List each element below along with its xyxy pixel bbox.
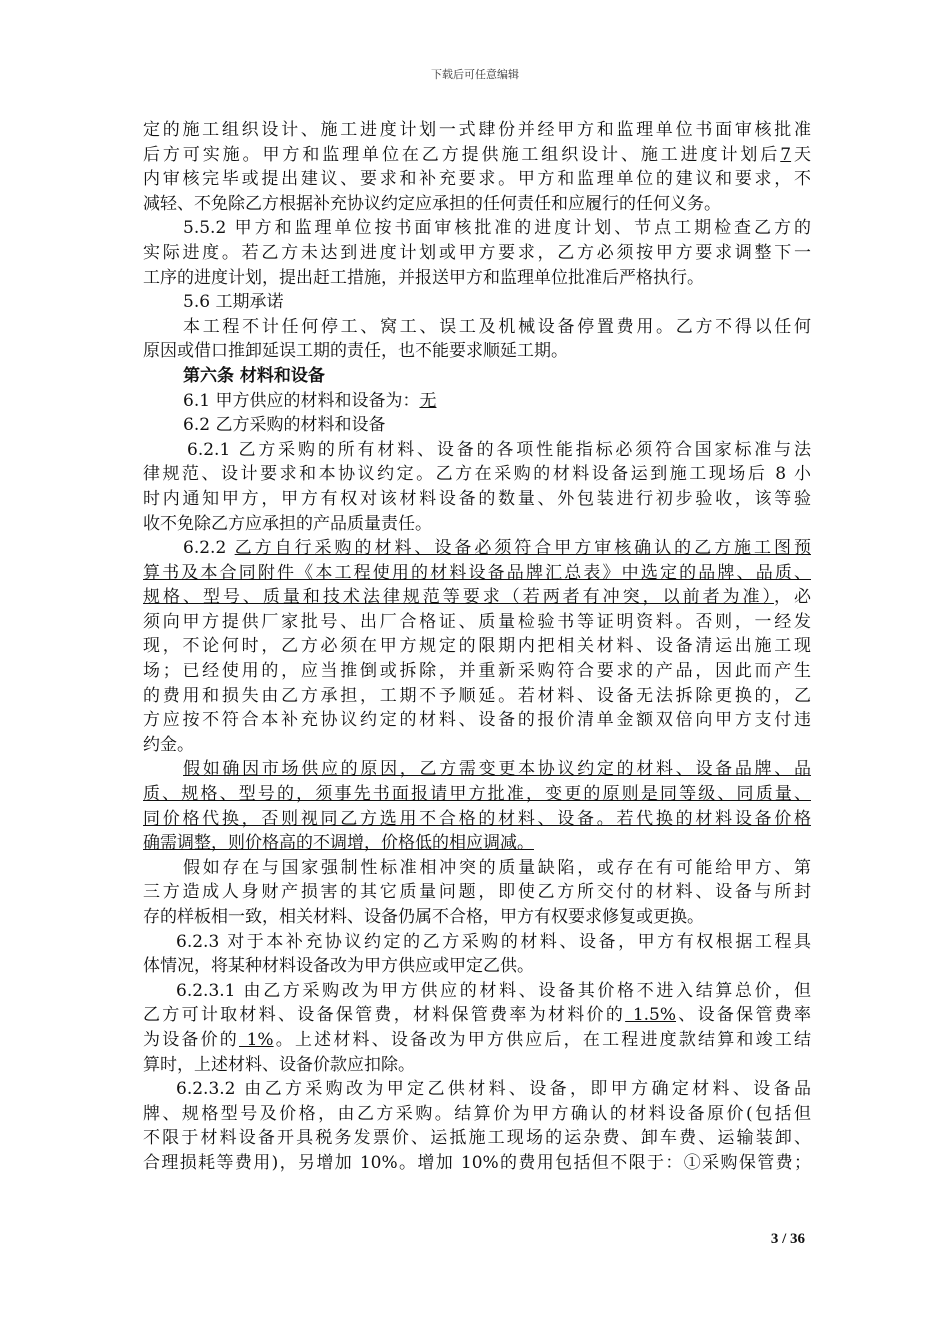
text-segment: 方应按不符合本补充协议约定的材料、设备的报价清单金额双倍向甲方支付违 — [143, 710, 811, 731]
text-segment: 内审核完毕或提出建议、要求和补充要求。甲方和监理单位的建议和要求，不 — [143, 169, 811, 190]
text-segment: 现，不论何时，乙方必须在甲方规定的限期内把相关材料、设备清运出施工现 — [143, 636, 811, 657]
text-segment: 原因或借口推卸延误工期的责任，也不能要求顺延工期。 — [143, 341, 568, 362]
text-segment: 、设备保管费率 — [676, 1005, 812, 1026]
text-segment: 实际进度。若乙方未达到进度计划或甲方要求，乙方必须按甲方要求调整下一 — [143, 242, 811, 263]
text-line — [143, 659, 811, 684]
text-line — [143, 1102, 811, 1127]
text-line — [143, 1003, 811, 1028]
text-line — [143, 1077, 811, 1102]
text-segment: 的费用和损失由乙方承担，工期不予顺延。若材料、设备无法拆除更换的，乙 — [143, 685, 811, 706]
text-segment: 假如确因市场供应的原因，乙方需变更本协议约定的材料、设备品牌、品 — [183, 759, 811, 780]
text-segment: 第六条 材料和设备 — [183, 365, 325, 386]
text-segment: 1% — [238, 1029, 274, 1050]
text-segment: 6.2.3 对于本补充协议约定的乙方采购的材料、设备，甲方有权根据工程具 — [176, 931, 811, 952]
text-line — [143, 684, 811, 709]
text-line — [143, 487, 811, 512]
text-segment: 6.2 乙方采购的材料和设备 — [183, 415, 386, 436]
text-segment: 规格、型号、质量和技术法律规范等要求（若两者有冲突，以前者为准） — [143, 587, 775, 608]
text-line — [143, 389, 811, 414]
text-line — [143, 634, 811, 659]
text-line — [143, 733, 811, 758]
text-segment: 。上述材料、设备改为甲方供应后，在工程进度款结算和竣工结 — [273, 1029, 812, 1050]
text-segment: 天 — [791, 144, 812, 165]
text-line — [143, 1028, 811, 1053]
text-line — [143, 905, 811, 930]
page-number — [771, 1231, 805, 1248]
text-line — [143, 831, 811, 856]
text-segment: 须向甲方提供厂家批号、出厂合格证、质量检验书等证明资料。否则，一经发 — [143, 611, 811, 632]
text-segment: 6.2.3.1 由乙方采购改为甲方供应的材料、设备其价格不进入结算总价，但 — [176, 980, 811, 1001]
text-segment: 6.2.2 — [183, 538, 235, 559]
text-segment: 乙方自行采购的材料、设备必须符合甲方审核确认的乙方施工图预 — [234, 538, 811, 559]
text-line — [143, 610, 811, 635]
text-segment: 约金。 — [143, 734, 194, 755]
text-segment: 收不免除乙方应承担的产品质量责任。 — [143, 513, 432, 534]
text-line — [143, 192, 811, 217]
text-segment: 1.5% — [625, 1005, 677, 1026]
text-segment: 5.6 工期承诺 — [183, 292, 284, 313]
text-segment: 本工程不计任何停工、窝工、误工及机械设备停置费用。乙方不得以任何 — [183, 316, 811, 337]
text-segment: 假如存在与国家强制性标准相冲突的质量缺陷，或存在有可能给甲方、第 — [183, 857, 811, 878]
text-line — [143, 438, 811, 463]
text-line — [143, 782, 811, 807]
text-line — [143, 708, 811, 733]
text-line — [143, 290, 811, 315]
text-segment: 后方可实施。甲方和监理单位在乙方提供施工组织设计、施工进度计划后 — [143, 144, 781, 165]
text-line — [143, 241, 811, 266]
text-segment: 算书及本合同附件《本工程使用的材料设备品牌汇总表》中选定的品牌、品质、 — [143, 562, 811, 583]
text-segment: 6.2.1 乙方采购的所有材料、设备的各项性能指标必须符合国家标准与法 — [187, 439, 811, 460]
text-line — [143, 462, 811, 487]
text-segment: 5.5.2 甲方和监理单位按书面审核批准的进度计划、节点工期检查乙方的 — [183, 218, 811, 239]
text-segment: 存的样板相一致，相关材料、设备仍属不合格，甲方有权要求修复或更换。 — [143, 907, 704, 927]
text-segment: 6.1 甲方供应的材料和设备为： — [183, 390, 420, 411]
text-line — [143, 930, 811, 955]
text-segment: 减轻、不免除乙方根据补充协议约定应承担的任何责任和应履行的任何义务。 — [143, 193, 721, 214]
text-line — [143, 315, 811, 340]
text-segment: 质、规格、型号的，须事先书面报请甲方批准，变更的原则是同等级、同质量、 — [143, 784, 811, 805]
text-line — [143, 880, 811, 905]
text-segment: 同价格代换，否则视同乙方选用不合格的材料、设备。若代换的材料设备价格 — [143, 808, 811, 829]
page-header: 下载后可任意编辑 — [431, 68, 519, 81]
text-segment: 三方造成人身财产损害的其它质量问题，即使乙方所交付的材料、设备与所封 — [143, 882, 811, 903]
page-separator: / — [778, 1231, 790, 1247]
text-segment: 体情况，将某种材料设备改为甲方供应或甲定乙供。 — [143, 956, 534, 977]
text-line — [143, 413, 811, 438]
text-segment: 算时，上述材料、设备价款应扣除。 — [143, 1054, 415, 1075]
text-line — [143, 1151, 811, 1176]
text-segment: 乙方可计取材料、设备保管费，材料保管费率为材料价的 — [143, 1005, 626, 1026]
text-line — [143, 364, 811, 389]
text-line — [143, 979, 811, 1004]
document-body — [143, 118, 811, 1176]
text-line — [143, 954, 811, 979]
current-page: 3 — [770, 1231, 779, 1247]
text-line — [143, 216, 811, 241]
text-segment: 合理损耗等费用)，另增加 10%。增加 10%的费用包括但不限于：①采购保管费； — [143, 1152, 811, 1173]
text-segment: 律规范、设计要求和本协议约定。乙方在采购的材料设备运到施工现场后 8 小 — [143, 464, 811, 485]
text-segment: 不限于材料设备开具税务发票价、运抵施工现场的运杂费、卸车费、运输装卸、 — [143, 1128, 811, 1149]
total-pages: 36 — [790, 1231, 805, 1247]
text-line — [143, 266, 811, 291]
text-segment: 场；已经使用的，应当推倒或拆除，并重新采购符合要求的产品，因此而产生 — [143, 661, 811, 682]
text-segment: 无 — [419, 390, 437, 411]
text-segment: 7 — [780, 144, 792, 165]
text-line — [143, 1126, 811, 1151]
text-segment: ，必 — [774, 587, 812, 608]
text-line — [143, 1053, 811, 1078]
text-line — [143, 167, 811, 192]
text-segment: 确需调整，则价格高的不调增，价格低的相应调减。 — [143, 833, 534, 854]
text-segment: 6.2.3.2 由乙方采购改为甲定乙供材料、设备，即甲方确定材料、设备品 — [176, 1079, 811, 1100]
text-line — [143, 536, 811, 561]
text-line — [143, 512, 811, 537]
text-segment: 工序的进度计划，提出赶工措施，并报送甲方和监理单位批准后严格执行。 — [143, 267, 704, 288]
text-segment: 定的施工组织设计、施工进度计划一式肆份并经甲方和监理单位书面审核批准 — [143, 120, 811, 140]
text-line — [143, 561, 811, 586]
text-segment: 为设备价的 — [143, 1029, 239, 1050]
text-line — [143, 118, 811, 143]
text-line — [143, 807, 811, 832]
text-segment: 时内通知甲方，甲方有权对该材料设备的数量、外包装进行初步验收，该等验 — [143, 488, 811, 509]
text-line — [143, 856, 811, 881]
text-line — [143, 585, 811, 610]
text-segment: 牌、规格型号及价格，由乙方采购。结算价为甲方确认的材料设备原价(包括但 — [143, 1103, 811, 1124]
text-line — [143, 143, 811, 168]
text-line — [143, 757, 811, 782]
text-line — [143, 339, 811, 364]
